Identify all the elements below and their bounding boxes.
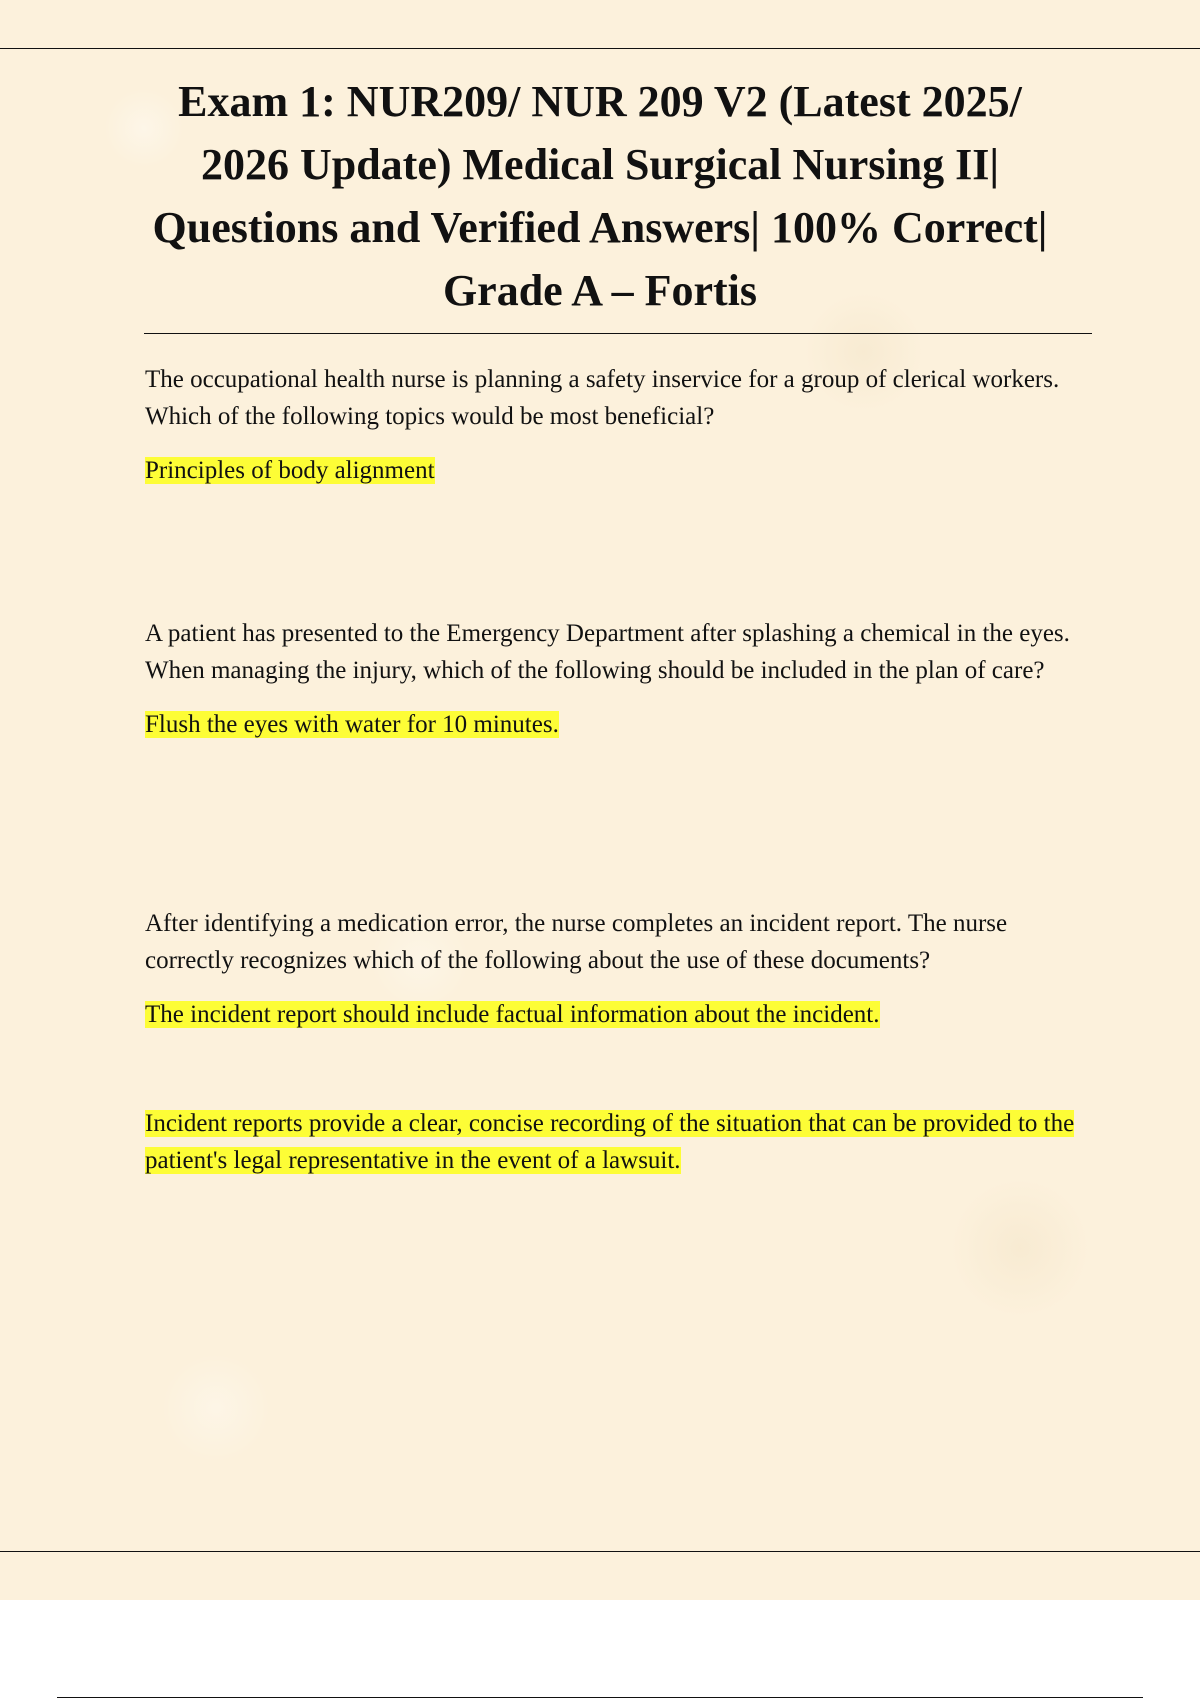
answer-highlight: Principles of body alignment: [145, 457, 435, 484]
question-text: A patient has presented to the Emergency Department after splashing a chemical in the eyes. When managing the injury, which of the following should be included in the plan of care?: [145, 620, 1070, 684]
question-block-3: [145, 905, 1090, 1179]
answer-highlight: Incident reports provide a clear, concise recording of the situation that can be provided to the patient's legal representative in the event of a lawsuit.: [145, 1110, 1075, 1174]
answer-text: [145, 996, 1090, 1033]
answer-text: [145, 452, 1090, 489]
answer-text: [145, 1105, 1090, 1179]
answer-highlight: The incident report should include factual information about the incident.: [145, 1001, 880, 1028]
document-title: Exam 1: NUR209/ NUR 209 V2 (Latest 2025/ 2026 Update) Medical Surgical Nursing II| Questions and Verified Answers| 100% Correct| Grade A – Fortis: [152, 77, 1048, 315]
question-block-1: [145, 361, 1090, 489]
question-text: After identifying a medication error, the nurse completes an incident report. The nurse correctly recognizes which of the following about the use of these documents?: [145, 910, 1008, 974]
answer-highlight: Flush the eyes with water for 10 minutes.: [145, 711, 559, 738]
answer-text: [145, 706, 1090, 743]
bottom-divider: [0, 1551, 1200, 1552]
next-page-top-divider: [57, 1697, 1143, 1698]
question-text: The occupational health nurse is planning a safety inservice for a group of clerical workers. Which of the following topics would be most beneficial?: [145, 366, 1060, 430]
question-block-2: [145, 615, 1090, 743]
top-divider: [0, 48, 1200, 49]
title-divider: [144, 333, 1092, 334]
